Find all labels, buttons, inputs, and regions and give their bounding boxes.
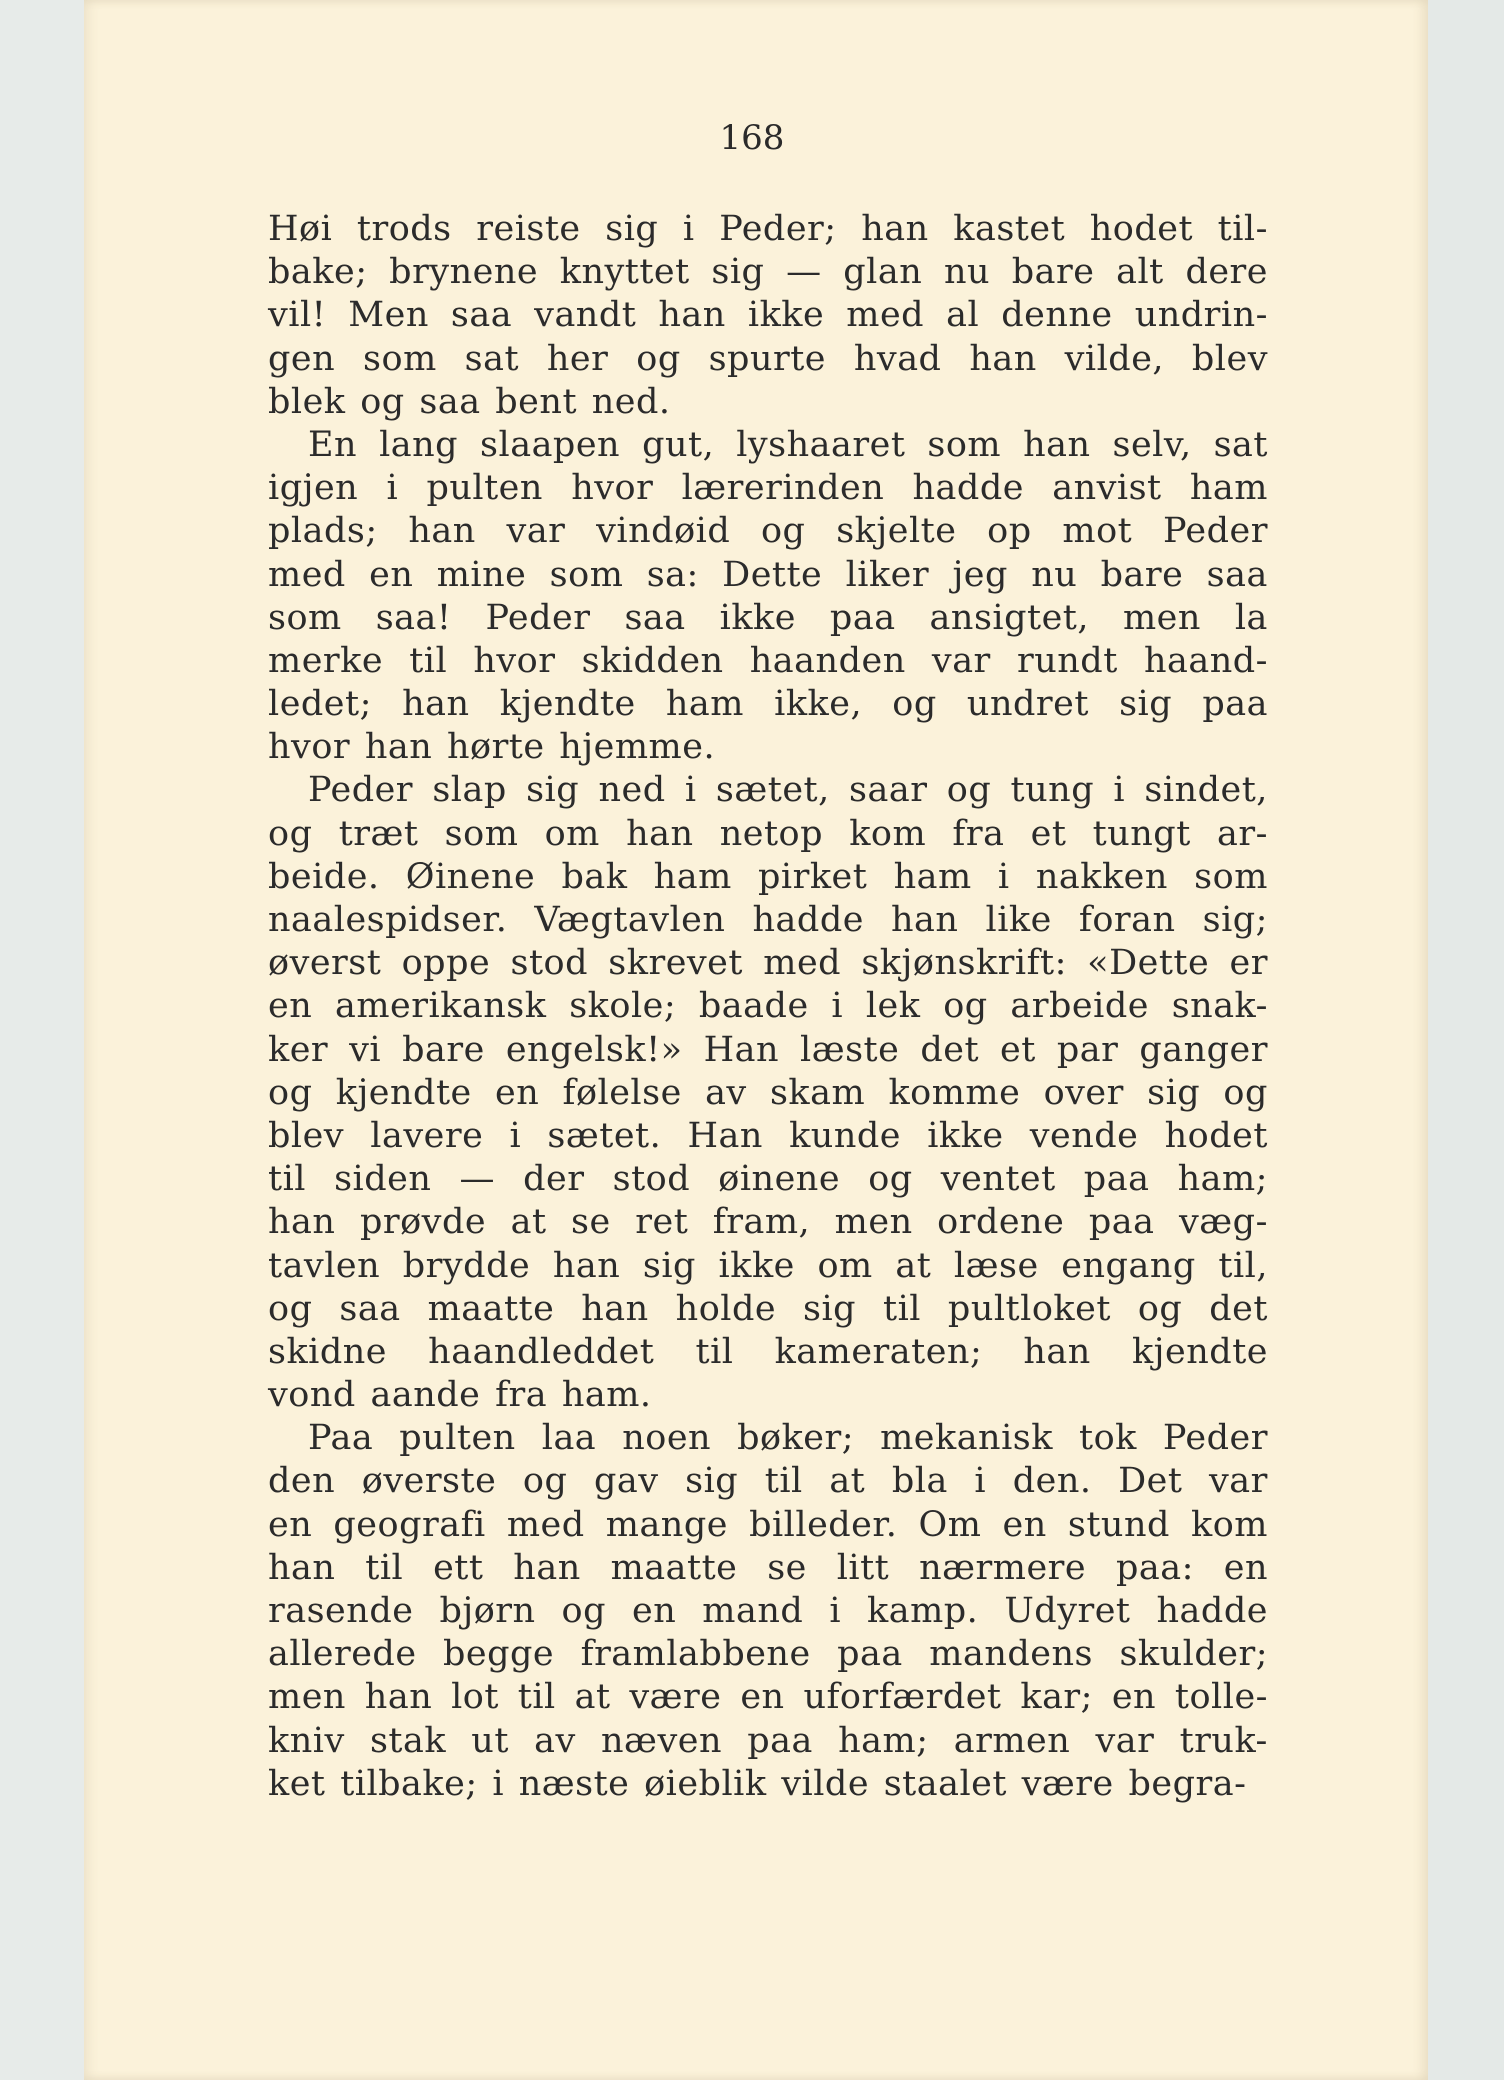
text-line: vond aande fra ham. xyxy=(268,1375,652,1416)
text-line: tavlen brydde han sig ikke om at læse engang til, xyxy=(268,1245,1268,1286)
text-line: beide. Øinene bak ham pirket ham i nakken som xyxy=(268,856,1268,897)
text-line: og saa maatte han holde sig til pultloket og det xyxy=(268,1288,1268,1329)
text-line: ker vi bare engelsk!» Han læste det et par ganger xyxy=(268,1029,1268,1070)
text-line: den øverste og gav sig til at bla i den. Det var xyxy=(268,1461,1268,1502)
text-line: som saa! Peder saa ikke paa ansigtet, men la xyxy=(268,597,1268,638)
text-line: bake; brynene knyttet sig — glan nu bare alt dere xyxy=(268,252,1268,293)
text-line: naalespidser. Vægtavlen hadde han like foran sig; xyxy=(268,900,1268,940)
text-line: blek og saa bent ned. xyxy=(268,381,671,422)
paragraph xyxy=(268,1417,1268,1806)
text-line: skidne haandleddet til kameraten; han kjendte xyxy=(268,1331,1268,1372)
text-line: hvor han hørte hjemme. xyxy=(268,727,716,768)
text-line: og kjendte en følelse av skam komme over sig og xyxy=(268,1072,1268,1113)
text-line: ket tilbake; i næste øieblik vilde staalet være begra- xyxy=(268,1763,1247,1804)
scan-margin xyxy=(1428,0,1504,2080)
text-line: Høi trods reiste sig i Peder; han kastet hodet til- xyxy=(268,209,1268,249)
text-line: blev lavere i sætet. Han kunde ikke vende hodet xyxy=(268,1115,1268,1156)
text-line: han prøvde at se ret fram, men ordene paa væg- xyxy=(268,1202,1268,1243)
text-line: rasende bjørn og en mand i kamp. Udyret hadde xyxy=(268,1591,1268,1631)
text-line: kniv stak ut av næven paa ham; armen var truk- xyxy=(268,1720,1268,1761)
text-line: men han lot til at være en uforfærdet kar; en tolle- xyxy=(268,1677,1268,1718)
text-line: med en mine som sa: Dette liker jeg nu bare saa xyxy=(268,554,1268,595)
text-line: ledet; han kjendte ham ikke, og undret sig paa xyxy=(268,684,1268,725)
text-line: en amerikansk skole; baade i lek og arbeide snak- xyxy=(268,986,1268,1027)
text-line: plads; han var vindøid og skjelte op mot Peder xyxy=(268,511,1268,552)
page-number: 168 xyxy=(719,118,785,158)
text-line: og træt som om han netop kom fra et tungt ar- xyxy=(268,813,1268,854)
text-line: øverst oppe stod skrevet med skjønskrift: «Dette er xyxy=(268,943,1268,984)
text-line: Peder slap sig ned i sætet, saar og tung i sindet, xyxy=(308,770,1268,811)
text-line: gen som sat her og spurte hvad han vilde, blev xyxy=(268,338,1268,379)
text-line: allerede begge framlabbene paa mandens skulder; xyxy=(268,1634,1268,1675)
text-line: igjen i pulten hvor lærerinden hadde anvist ham xyxy=(268,468,1268,509)
text-line: En lang slaapen gut, lyshaaret som han selv, sat xyxy=(308,424,1268,465)
text-line: han til ett han maatte se litt nærmere paa: en xyxy=(268,1547,1268,1588)
text-line: Paa pulten laa noen bøker; mekanisk tok Peder xyxy=(308,1418,1268,1459)
paragraph xyxy=(268,208,1268,424)
paragraph xyxy=(268,769,1268,1417)
text-line: til siden — der stod øinene og ventet paa ham; xyxy=(268,1159,1268,1200)
text-line: vil! Men saa vandt han ikke med al denne undrin- xyxy=(268,295,1268,336)
paragraph xyxy=(268,424,1268,770)
text-line: en geografi med mange billeder. Om en stund kom xyxy=(268,1504,1268,1545)
text-line: merke til hvor skidden haanden var rundt haand- xyxy=(268,640,1268,681)
body-text xyxy=(268,208,1268,1806)
